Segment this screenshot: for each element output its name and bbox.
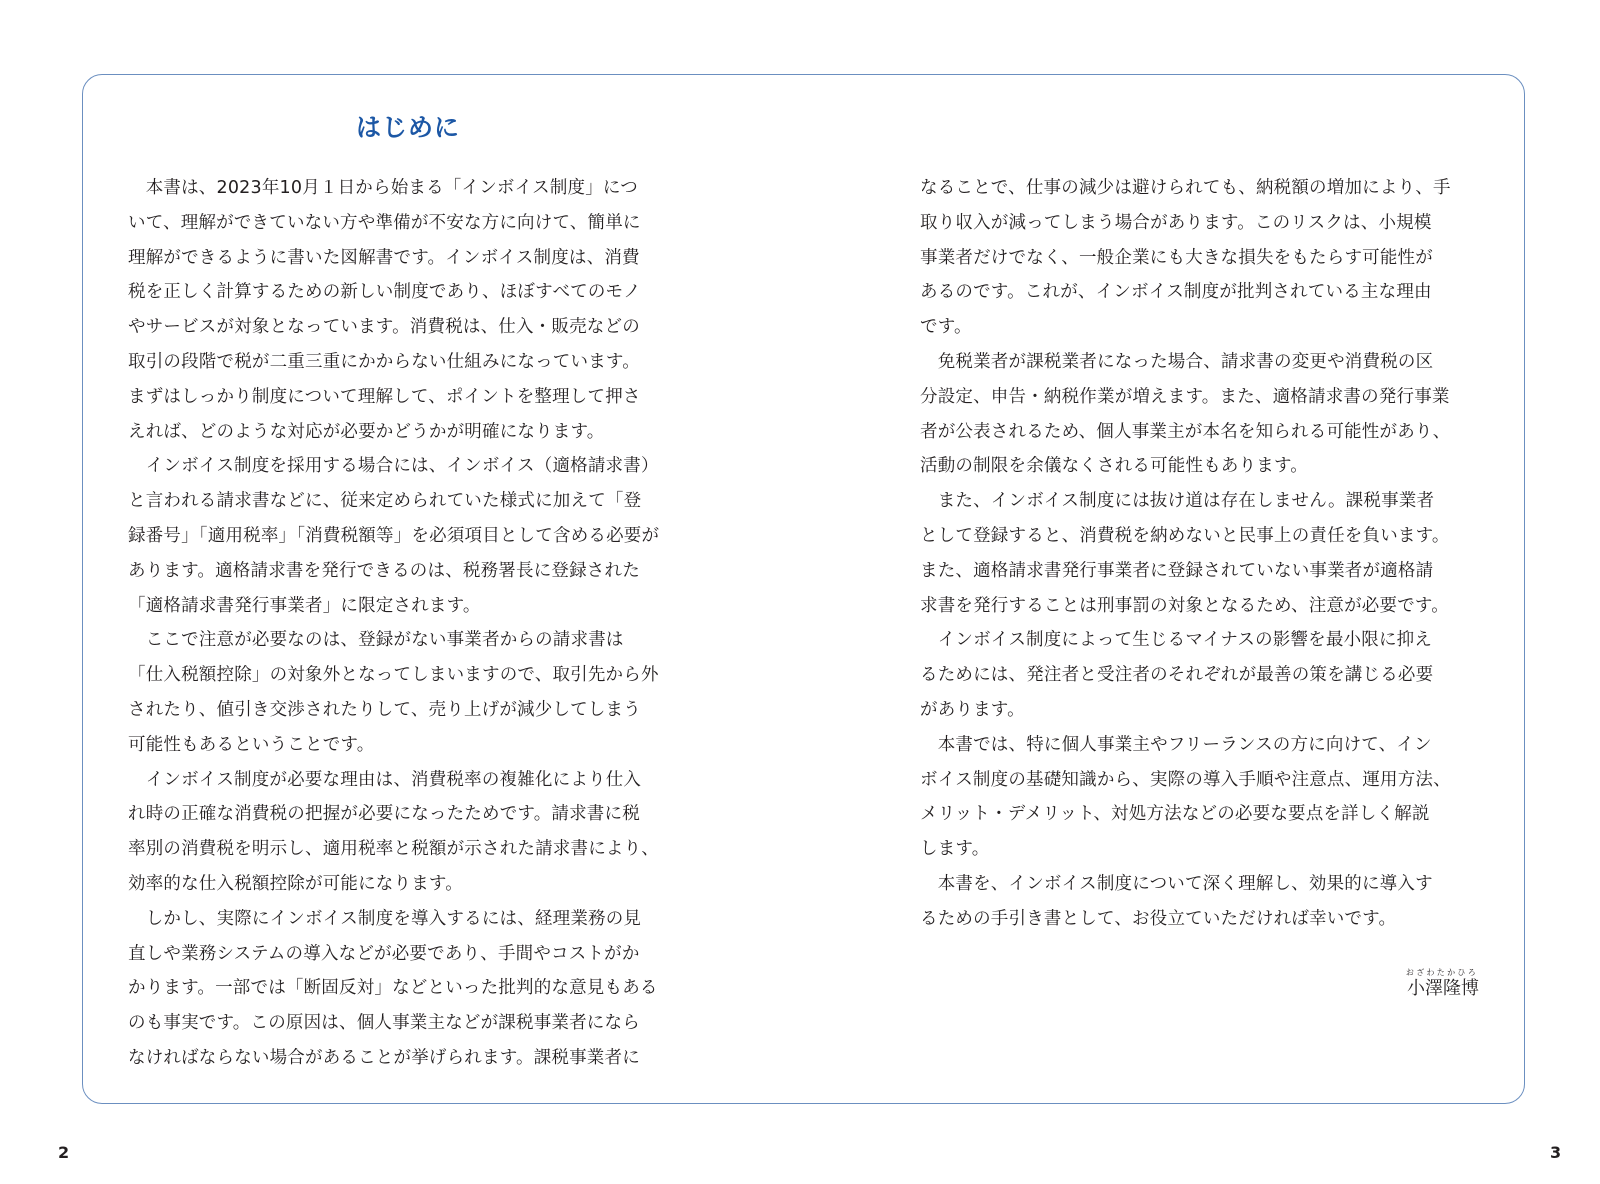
page-title: はじめに [355, 113, 460, 142]
text-line: 率別の消費税を明示し、適用税率と税額が示された請求書により、 [128, 839, 659, 860]
text-line: 「仕入税額控除」の対象外となってしまいますので、取引先から外 [128, 665, 659, 686]
page-number-left: 2 [58, 1143, 70, 1162]
text-line: です。 [920, 317, 972, 338]
page-number-right: 3 [1550, 1143, 1562, 1162]
text-line: あります。適格請求書を発行できるのは、税務署長に登録された [128, 560, 640, 581]
text-line: 者が公表されるため、個人事業主が本名を知られる可能性があり、 [920, 421, 1451, 442]
text-line: 活動の制限を余儀なくされる可能性もあります。 [920, 456, 1308, 477]
text-line: るための手引き書として、お役立ていただければ幸いです。 [920, 908, 1397, 929]
text-line: えれば、どのような対応が必要かどうかが明確になります。 [128, 421, 605, 442]
text-line: やサービスが対象となっています。消費税は、仕入・販売などの [128, 317, 640, 338]
text-line: 事業者だけでなく、一般企業にも大きな損失をもたらす可能性が [920, 247, 1433, 268]
text-line: 本書を、インボイス制度について深く理解し、効果的に導入す [920, 873, 1433, 894]
text-line: また、適格請求書発行事業者に登録されていない事業者が適格請 [920, 560, 1434, 581]
text-line: いて、理解ができていない方や準備が不安な方に向けて、簡単に [128, 212, 641, 233]
text-line: インボイス制度によって生じるマイナスの影響を最小限に抑え [920, 630, 1433, 651]
text-line: のも事実です。この原因は、個人事業主などが課税事業者になら [128, 1013, 640, 1034]
text-line: 本書は、2023年10月１日から始まる「インボイス制度」につ [128, 178, 638, 198]
text-line: なることで、仕事の減少は避けられても、納税額の増加により、手 [920, 178, 1451, 198]
text-line: 取引の段階で税が二重三重にかからない仕組みになっています。 [128, 351, 640, 372]
text-line: します。 [920, 839, 990, 860]
author-signature [1406, 968, 1479, 1000]
text-line: 本書では、特に個人事業主やフリーランスの方に向けて、イン [920, 734, 1432, 755]
left-text-column [128, 171, 690, 1076]
text-line: しかし、実際にインボイス制度を導入するには、経理業務の見 [128, 908, 642, 929]
text-line: インボイス制度が必要な理由は、消費税率の複雑化により仕入 [128, 769, 642, 790]
text-line: ボイス制度の基礎知識から、実際の導入手順や注意点、運用方法、 [920, 769, 1451, 790]
text-line: として登録すると、消費税を納めないと民事上の責任を負います。 [920, 525, 1450, 546]
text-line: るためには、発注者と受注者のそれぞれが最善の策を講じる必要 [920, 665, 1434, 686]
text-line: 「適格請求書発行事業者」に限定されます。 [128, 595, 481, 616]
text-line: されたり、値引き交渉されたりして、売り上げが減少してしまう [128, 699, 641, 720]
text-line: あるのです。これが、インボイス制度が批判されている主な理由 [920, 282, 1432, 303]
text-line: 効率的な仕入税額控除が可能になります。 [128, 873, 463, 894]
text-line: 免税業者が課税業者になった場合、請求書の変更や消費税の区 [920, 351, 1434, 372]
author-name: 小澤隆博 [1407, 978, 1479, 999]
text-line: メリット・デメリット、対処方法などの必要な要点を詳しく解説 [920, 804, 1430, 825]
text-line: 分設定、申告・納税作業が増えます。また、適格請求書の発行事業 [920, 386, 1450, 407]
text-line: なければならない場合があることが挙げられます。課税事業者に [128, 1047, 640, 1068]
text-line: ここで注意が必要なのは、登録がない事業者からの請求書は [128, 630, 624, 651]
text-line: 求書を発行することは刑事罰の対象となるため、注意が必要です。 [920, 595, 1449, 616]
text-line: 取り収入が減ってしまう場合があります。このリスクは、小規模 [920, 212, 1432, 233]
text-line: 可能性もあるということです。 [128, 734, 375, 755]
text-line: まずはしっかり制度について理解して、ポイントを整理して押さ [128, 386, 641, 407]
text-line: があります。 [920, 699, 1025, 720]
text-line: 録番号」「適用税率」「消費税額等」を必須項目として含める必要が [128, 525, 660, 546]
right-text-column [920, 171, 1482, 937]
text-line: かります。一部では「断固反対」などといった批判的な意見もある [128, 978, 658, 999]
text-line: 理解ができるように書いた図解書です。インボイス制度は、消費 [128, 247, 640, 268]
text-line: 税を正しく計算するための新しい制度であり、ほぼすべてのモノ [128, 282, 641, 303]
author-name-reading: おざわたかひろ [1405, 968, 1478, 977]
text-line: インボイス制度を採用する場合には、インボイス（適格請求書） [128, 456, 659, 477]
text-line: と言われる請求書などに、従来定められていた様式に加えて「登 [128, 491, 642, 512]
text-line: れ時の正確な消費税の把握が必要になったためです。請求書に税 [128, 804, 640, 825]
text-line: また、インボイス制度には抜け道は存在しません。課税事業者 [920, 491, 1435, 512]
text-line: 直しや業務システムの導入などが必要であり、手間やコストがか [128, 943, 640, 964]
